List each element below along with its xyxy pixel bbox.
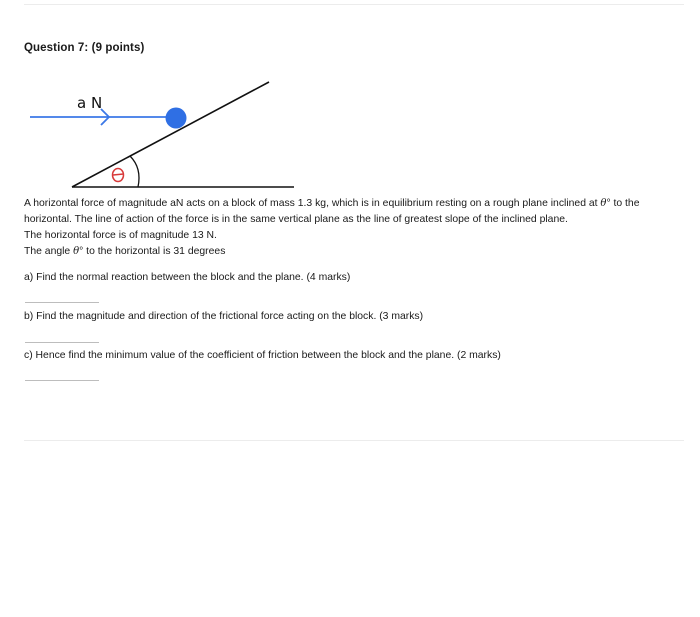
theta-symbol bbox=[113, 169, 124, 182]
part-c-prompt: c) Hence find the minimum value of the coefficient of friction between the block and the plane. (2 marks) bbox=[24, 350, 501, 361]
part-a-prompt: a) Find the normal reaction between the block and the plane. (4 marks) bbox=[24, 272, 351, 283]
theta-symbol-text: θ bbox=[600, 198, 607, 209]
part-b-prompt: b) Find the magnitude and direction of the frictional force acting on the block. (3 marks) bbox=[24, 311, 424, 322]
question-title: Question 7: (9 points) bbox=[24, 42, 145, 54]
part-b-answer-field[interactable] bbox=[24, 342, 99, 343]
top-divider bbox=[24, 4, 684, 5]
theta-symbol-text: θ bbox=[73, 246, 80, 257]
angle-arc bbox=[130, 156, 139, 187]
part-a-answer-field[interactable] bbox=[24, 302, 99, 303]
paragraph-force-description: A horizontal force of magnitude aN acts on a block of mass 1.3 kg, which is in equilibrium resting on a rough plane inclined at θ° to the horizontal. The line of action of the force is in the same vertical plane as the line of greatest slope of the inclined plane. bbox=[24, 198, 640, 225]
part-c-answer-field[interactable] bbox=[24, 380, 99, 381]
inclined-plane-diagram bbox=[24, 76, 314, 194]
question-body bbox=[24, 196, 684, 260]
force-label: a N bbox=[77, 94, 103, 112]
block bbox=[166, 108, 187, 129]
paragraph-force-magnitude: The horizontal force is of magnitude 13 N. bbox=[24, 230, 217, 241]
paragraph-angle: The angle θ° to the horizontal is 31 degrees bbox=[24, 246, 226, 257]
bottom-divider bbox=[24, 440, 684, 441]
